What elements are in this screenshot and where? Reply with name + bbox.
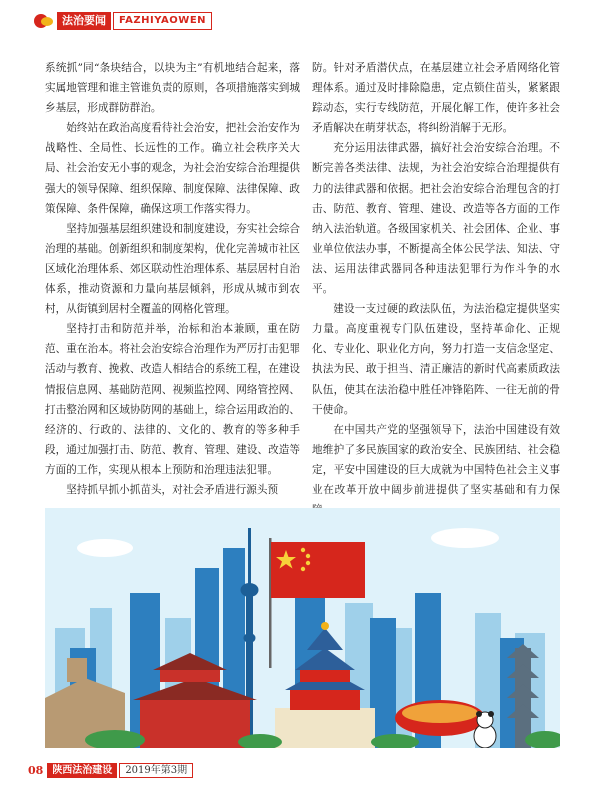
paragraph: 坚持打击和防范并举，治标和治本兼顾，重在防范、重在治本。将社会治安综合治理作为严厉打击犯罪活动与教育、挽救、改造人相结合的系统工程，在建设情报信息网、基础防范网、视频监控网、网络管控网、打击整治网和区域协防网的基础上，综合运用政治的、经济的、行政的、法律的、文化的、教育的等多种手段，通过加强打击、防范、教育、管理、建设、改造等方面的工作，实现从根本上预防和治理违法犯罪。 [45, 323, 300, 476]
section-subtitle: FAZHIYAOWEN [113, 12, 212, 30]
section-header [34, 12, 212, 30]
paragraph: 坚持抓早抓小抓苗头，对社会矛盾进行源头预 [66, 483, 279, 496]
paragraph: 防。针对矛盾潜伏点，在基层建立社会矛盾网络化管理体系。通过及时排除隐患，定点锁住苗头，紧紧跟踪动态，实行专线防范，开展化解工作，使许多社会矛盾解决在萌芽状态，将纠纷消解于无形。 [312, 62, 560, 135]
publication-name: 陕西法治建设 [47, 763, 117, 778]
paragraph: 始终站在政治高度看待社会治安，把社会治安作为战略性、全局性、长远性的工作。确立社会秩序关大局、社会治安无小事的观念，为社会治安综合治理提供强大的领导保障、组织保障、制度保障、法律保障、政策保障、条件保障，确保这项工作落实得力。 [45, 122, 300, 215]
page-number: 08 [28, 763, 44, 777]
section-title: 法治要闻 [57, 12, 111, 30]
magazine-logo-icon [34, 13, 54, 29]
paragraph: 建设一支过硬的政法队伍，为法治稳定提供坚实力量。高度重视专门队伍建设，坚持革命化、正规化、专业化、职业化方向，努力打造一支信念坚定、执法为民、敢于担当、清正廉洁的新时代高素质政法队伍，使其在法治稳中胜任冲锋陷阵、一往无前的骨干使命。 [312, 303, 560, 416]
paragraph: 坚持加强基层组织建设和制度建设，夯实社会综合治理的基础。创新组织和制度架构，优化完善城市社区区域化治理体系、郊区联动性治理体系、基层居村自治体系，推动资源和力量向基层倾斜，形成从城市到农村，从街镇到居村全覆盖的网格化管理。 [45, 222, 300, 316]
city-skyline-illustration [45, 508, 560, 748]
article-right-column [312, 58, 560, 544]
page-footer [28, 762, 193, 778]
paragraph: 系统抓”同“条块结合，以块为主”有机地结合起来，落实属地管理和谁主管谁负责的原则，各项措施落实到城乡基层，形成群防群治。 [45, 62, 300, 115]
issue-label: 2019年第3期 [119, 763, 193, 778]
paragraph: 在中国共产党的坚强领导下，法治中国建设有效地维护了多民族国家的政治安全、民族团结、社会稳定，平安中国建设的巨大成就为中国特色社会主义事业在改革开放中阔步前进提供了坚实基础和有力保 [312, 423, 560, 496]
paragraph: 充分运用法律武器，搞好社会治安综合治理。不断完善各类法律、法规，为社会治安综合治理提供有力的法律武器和依据。把社会治安综合治理包含的打击、防范、教育、管理、建设、改造等各方面的工作纳入法治轨道。各级国家机关、社会团体、企业、事业单位依法办事，不断提高全体公民学法、知法、守法、运用法律武器同各种违法犯罪行为作斗争的水平。 [312, 142, 560, 296]
article-left-column [45, 58, 300, 500]
